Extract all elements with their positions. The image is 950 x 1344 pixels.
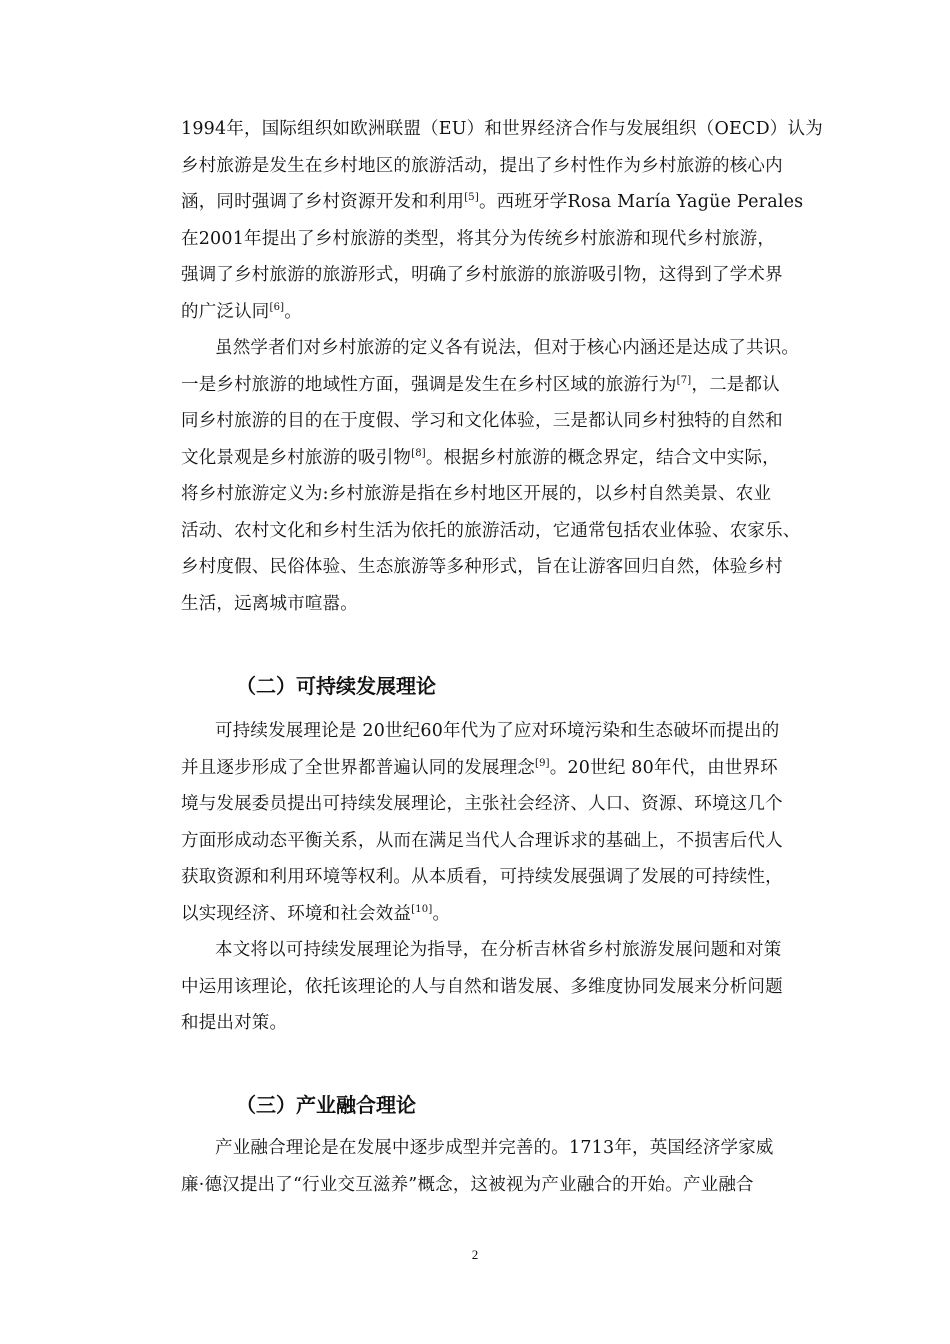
line-text-after-citation: 。西班牙学Rosa María Yagüe Perales: [478, 192, 804, 212]
line-text: 以实现经济、环境和社会效益: [181, 903, 412, 924]
line-text: 并且逐步形成了全世界都普遍认同的发展理念: [181, 757, 535, 778]
line-text: 虽然学者们对乡村旅游的定义各有说法，但对于核心内涵还是达成了共识。: [215, 338, 800, 358]
text-line: [215, 1137, 774, 1159]
text-line: [181, 191, 803, 213]
line-text: 的广泛认同: [181, 301, 270, 322]
text-line: [181, 1012, 287, 1034]
line-text-after-citation: ，二是都认: [691, 374, 780, 395]
text-line: [181, 903, 450, 925]
text-line: [181, 228, 775, 250]
text-line: [181, 1174, 754, 1196]
text-line: [181, 556, 783, 578]
text-line: [181, 757, 778, 779]
heading-sustainable-development: （二）可持续发展理论: [236, 674, 436, 698]
text-line: [215, 337, 799, 359]
line-text: 境与发展委员提出可持续发展理论，主张社会经济、人口、资源、环境这几个: [181, 794, 783, 814]
citation-marker: [5]: [464, 192, 479, 203]
line-text: 中运用该理论，依托该理论的人与自然和谐发展、多维度协同发展来分析问题: [181, 976, 783, 997]
line-text: 廉·德汉提出了“行业交互滋养”概念，这被视为产业融合的开始。产业融合: [181, 1174, 754, 1195]
line-text: 在2001年提出了乡村旅游的类型，将其分为传统乡村旅游和现代乡村旅游，: [181, 228, 776, 249]
line-text: 涵，同时强调了乡村资源开发和利用: [181, 192, 465, 212]
line-text-after-citation: 。: [432, 903, 451, 924]
text-line: [181, 374, 780, 396]
text-line: [181, 118, 823, 140]
line-text: 活动、农村文化和乡村生活为依托的旅游活动，它通常包括农业体验、农家乐、: [181, 520, 801, 541]
line-text: 生活，远离城市喧嚣。: [181, 593, 358, 614]
text-line: [181, 520, 801, 542]
line-text: 将乡村旅游定义为:乡村旅游是指在乡村地区开展的，以乡村自然美景、农业: [181, 484, 772, 504]
line-text: 方面形成动态平衡关系，从而在满足当代人合理诉求的基础上，不损害后代人: [181, 830, 783, 851]
line-text: 1994年，国际组织如欧洲联盟（EU）和世界经济合作与发展组织（OECD）认为: [181, 119, 823, 139]
page-number: 2: [471, 1247, 479, 1262]
text-line: [181, 976, 783, 998]
line-text: 同乡村旅游的目的在于度假、学习和文化体验，三是都认同乡村独特的自然和: [181, 411, 783, 431]
text-line: [181, 410, 783, 432]
citation-marker: [9]: [535, 757, 550, 769]
text-line: [181, 301, 302, 323]
line-text-after-citation: 。: [284, 301, 302, 322]
line-text: 和提出对策。: [181, 1013, 288, 1033]
citation-marker: [6]: [269, 301, 285, 313]
heading-industry-convergence: （三）产业融合理论: [236, 1093, 416, 1117]
text-line: [181, 264, 783, 286]
line-text: 产业融合理论是在发展中逐步成型并完善的。1713年，英国经济学家威: [215, 1138, 774, 1158]
text-line: [215, 720, 779, 742]
text-line: [181, 483, 771, 505]
text-line: [215, 939, 781, 961]
text-line: [181, 830, 783, 852]
line-text: 获取资源和利用环境等权利。从本质看，可持续发展强调了发展的可持续性，: [181, 867, 783, 887]
line-text-after-citation: 。根据乡村旅游的概念界定，结合文中实际，: [425, 447, 780, 468]
line-text: 本文将以可持续发展理论为指导，在分析吉林省乡村旅游发展问题和对策: [215, 940, 782, 960]
text-line: [181, 793, 783, 815]
citation-marker: [10]: [411, 903, 433, 915]
citation-marker: [8]: [411, 447, 426, 459]
line-text: 一是乡村旅游的地域性方面，强调是发生在乡村区域的旅游行为: [181, 374, 677, 395]
line-text-after-citation: 。20世纪 80年代，由世界环: [549, 757, 778, 778]
line-text: 乡村度假、民俗体验、生态旅游等多种形式，旨在让游客回归自然，体验乡村: [181, 557, 783, 577]
line-text: 文化景观是乡村旅游的吸引物: [181, 447, 412, 468]
citation-marker: [7]: [676, 374, 692, 386]
text-line: [181, 155, 783, 177]
text-line: [181, 866, 783, 888]
line-text: 强调了乡村旅游的旅游形式，明确了乡村旅游的旅游吸引物，这得到了学术界: [181, 265, 783, 285]
line-text: 可持续发展理论是 20世纪60年代为了应对环境污染和生态破坏而提出的: [215, 721, 780, 741]
line-text: 乡村旅游是发生在乡村地区的旅游活动，提出了乡村性作为乡村旅游的核心内: [181, 155, 783, 176]
text-line: [181, 447, 780, 469]
text-line: [181, 593, 358, 615]
